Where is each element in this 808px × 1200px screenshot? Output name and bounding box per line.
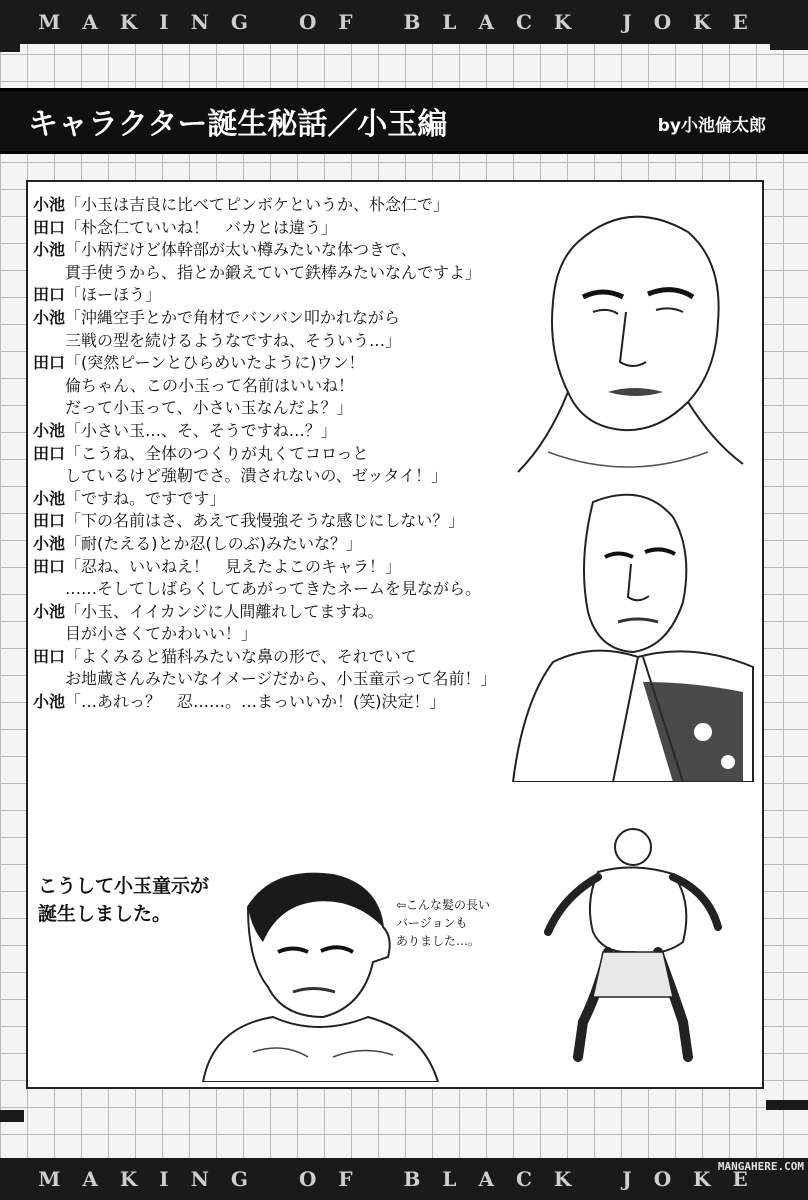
- speaker-name: 小池: [33, 601, 66, 621]
- dialogue-line: [28, 420, 588, 443]
- dialogue-text: しているけど強靭でさ。潰されないの、ゼッタイ！」: [65, 466, 448, 486]
- dialogue-text: 「よくみると猫科みたいな鼻の形で、それでいて: [65, 646, 417, 666]
- speaker-name: 小池: [33, 240, 66, 260]
- dialogue-text: 「ほーほう」: [65, 285, 162, 305]
- dialogue-text: 「沖縄空手とかで角材でバンバン叩かれながら: [65, 307, 400, 327]
- dialogue-line: [28, 352, 588, 375]
- banner-text: MAKING OF BLACK JOKE: [38, 1167, 770, 1191]
- dialogue-line: [28, 397, 588, 420]
- speaker-name: 田口: [33, 511, 66, 531]
- dialogue-line: [28, 217, 588, 240]
- character-sketch-suit: [493, 482, 758, 782]
- closing-line: こうして小玉童示が: [38, 875, 210, 897]
- watermark: MANGAHERE.COM: [717, 1160, 804, 1173]
- speaker-name: 小池: [33, 533, 66, 553]
- speaker-name: 小池: [33, 195, 66, 214]
- dialogue-text: 「小柄だけど体幹部が太い樽みたいな体つきで、: [65, 240, 417, 260]
- author-byline: by小池倫太郎: [657, 116, 766, 136]
- dialogue-text: 貫手使うから、指とか鍛えていて鉄棒みたいなんですよ」: [65, 262, 482, 282]
- dialogue-line: [28, 262, 588, 285]
- speaker-name: 小池: [33, 692, 66, 712]
- title-bar: [0, 88, 808, 154]
- character-sketch-full-body: [523, 822, 733, 1072]
- dialogue-text: 「(突然ピーンとひらめいたように)ウン！: [65, 353, 365, 373]
- dialogue-text: だって小玉って、小さい玉なんだよ？」: [65, 398, 353, 418]
- dialogue-text: 倫ちゃん、この小玉って名前はいいね！: [65, 375, 354, 395]
- dialogue-text: 「…あれっ？ 忍……。…まっいいか！(笑)決定！」: [65, 692, 446, 712]
- dialogue-line: [28, 284, 588, 307]
- speaker-name: 田口: [33, 285, 66, 305]
- dialogue-line: [28, 307, 588, 330]
- speaker-name: 田口: [33, 443, 66, 463]
- decorative-scuff: [770, 44, 808, 50]
- dialogue-text: 「下の名前はさ、あえて我慢強そうな感じにしない？」: [65, 511, 465, 531]
- art-note-line: ⇦こんな髪の長い: [396, 898, 491, 912]
- dialogue-line: [28, 194, 588, 217]
- speaker-name: 田口: [33, 556, 66, 576]
- dialogue-text: 「朴念仁ていいね！ バカとは違う」: [65, 217, 338, 237]
- dialogue-text: 「こうね、全体のつくりが丸くてコロっと: [65, 443, 369, 463]
- speaker-name: 小池: [33, 420, 66, 440]
- dialogue-text: お地蔵さんみたいなイメージだから、小玉童示って名前！」: [65, 669, 497, 689]
- decorative-scuff: [766, 1100, 808, 1110]
- art-note: [396, 896, 490, 950]
- dialogue-line: [28, 443, 588, 466]
- dialogue-text: 「小玉は吉良に比べてピンボケというか、朴念仁で」: [65, 195, 450, 214]
- dialogue-text: 「耐(たえる)とか忍(しのぶ)みたいな？」: [65, 533, 362, 553]
- dialogue-text: 「小玉、イイカンジに人間離れしてますね。: [65, 601, 384, 621]
- closing-line: 誕生しました。: [38, 903, 172, 925]
- speaker-name: 小池: [33, 307, 66, 327]
- dialogue-text: 目が小さくてかわいい！」: [65, 624, 258, 644]
- art-note-line: ありました…。: [396, 934, 481, 948]
- dialogue-text: 三戦の型を続けるようなですね、そういう…」: [65, 330, 402, 350]
- decorative-scuff: [0, 44, 20, 52]
- speaker-name: 小池: [33, 488, 66, 508]
- dialogue-line: [28, 239, 588, 262]
- content-panel: [26, 180, 764, 1089]
- dialogue-line: [28, 375, 588, 398]
- decorative-scuff: [0, 1110, 24, 1122]
- speaker-name: 田口: [33, 217, 66, 237]
- dialogue-text: 「ですね。ですです」: [65, 488, 226, 508]
- dialogue-text: 「小さい玉…、そ、そうですね…？」: [65, 420, 337, 440]
- speaker-name: 田口: [33, 646, 66, 666]
- closing-caption: [38, 872, 209, 928]
- dialogue-text: ……そしてしばらくしてあがってきたネームを見ながら。: [65, 579, 482, 599]
- top-banner: [0, 0, 808, 44]
- character-sketch-bust: [508, 202, 748, 502]
- page-title: キャラクター誕生秘話／小玉編: [28, 107, 448, 142]
- bottom-banner: [0, 1158, 808, 1200]
- art-note-line: バージョンも: [396, 916, 468, 930]
- banner-text: MAKING OF BLACK JOKE: [38, 10, 770, 34]
- dialogue-line: [28, 330, 588, 353]
- speaker-name: 田口: [33, 353, 66, 373]
- dialogue-text: 「忍ね、いいねえ！ 見えたよこのキャラ！」: [65, 556, 402, 576]
